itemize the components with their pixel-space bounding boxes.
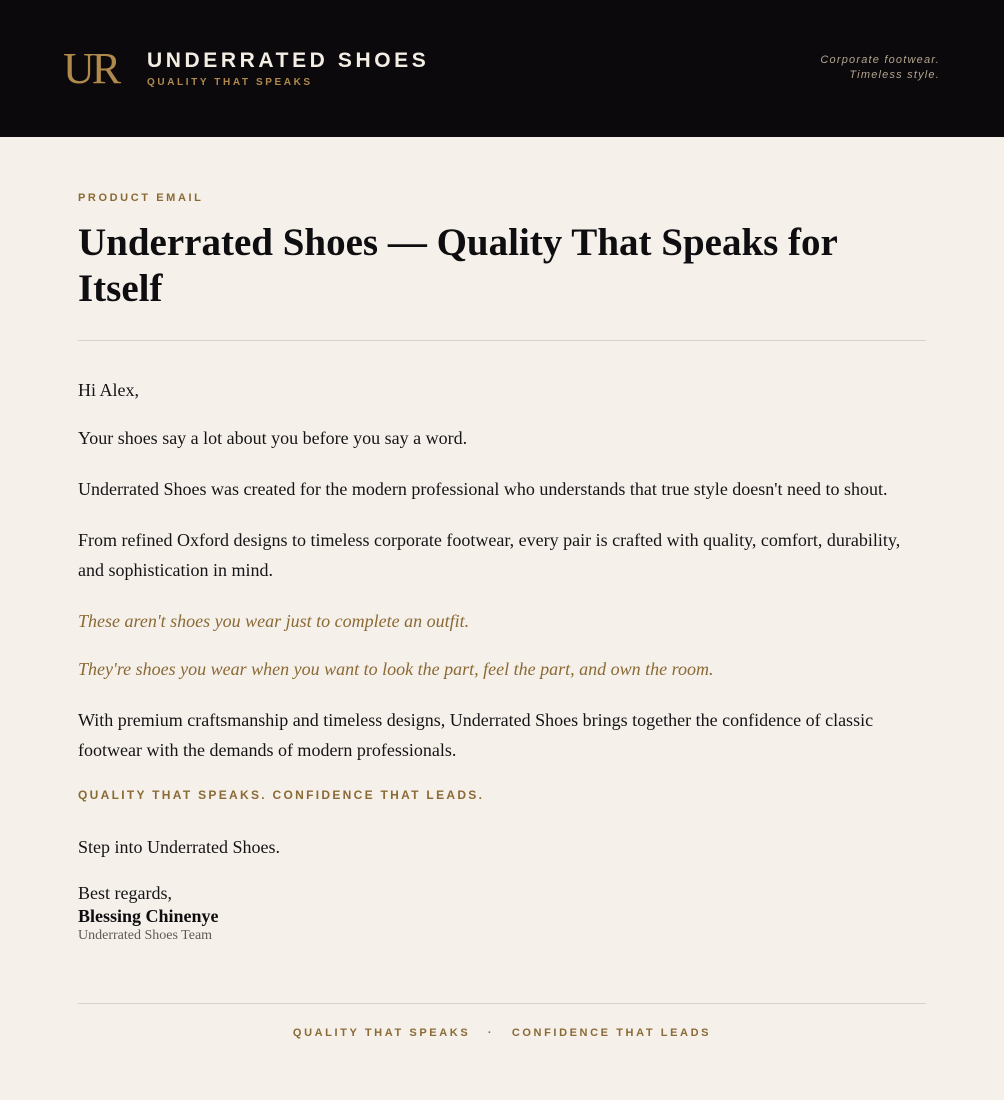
- title-divider: [78, 340, 926, 341]
- footer-divider: [78, 1003, 926, 1004]
- header-tagline: [820, 53, 940, 83]
- signoff: Best regards,: [78, 883, 172, 903]
- footer: [78, 1027, 926, 1040]
- brand-logo: UR: [63, 44, 119, 93]
- greeting: Hi Alex,: [78, 380, 139, 400]
- sender-name: Blessing Chinenye: [78, 906, 219, 926]
- footer-left-text: QUALITY THAT SPEAKS: [292, 1027, 471, 1039]
- brand-name: UNDERRATED SHOES: [147, 49, 430, 72]
- paragraph-3: From refined Oxford designs to timeless corporate footwear, every pair is crafted with quality, comfort, durability, and sophistication in mind.: [78, 530, 901, 580]
- paragraph-2: Underrated Shoes was created for the modern professional who understands that true style doesn't need to shout.: [78, 479, 888, 499]
- accent-quote-2: They're shoes you wear when you want to look the part, feel the part, and own the room.: [78, 659, 714, 679]
- brand-subtitle: QUALITY THAT SPEAKS: [147, 77, 313, 88]
- header-bar: [0, 0, 1004, 137]
- email-title: Underrated Shoes — Quality That Speaks for Itself: [78, 221, 838, 310]
- footer-separator: ·: [487, 1027, 495, 1039]
- tagline-line-1: Corporate footwear.: [820, 54, 940, 66]
- sender-team: Underrated Shoes Team: [78, 928, 213, 943]
- email-eyebrow: PRODUCT EMAIL: [78, 192, 204, 204]
- tagline-line-2: Timeless style.: [849, 69, 940, 81]
- accent-quote-1: These aren't shoes you wear just to complete an outfit.: [78, 611, 470, 631]
- footer-right-text: CONFIDENCE THAT LEADS: [511, 1027, 712, 1039]
- slogan: QUALITY THAT SPEAKS. CONFIDENCE THAT LEADS.: [78, 788, 485, 802]
- call-to-action: Step into Underrated Shoes.: [78, 837, 280, 857]
- paragraph-1: Your shoes say a lot about you before you say a word.: [78, 428, 468, 448]
- paragraph-4: With premium craftsmanship and timeless designs, Underrated Shoes brings together the confidence of classic footwear with the demands of modern professionals.: [78, 710, 874, 760]
